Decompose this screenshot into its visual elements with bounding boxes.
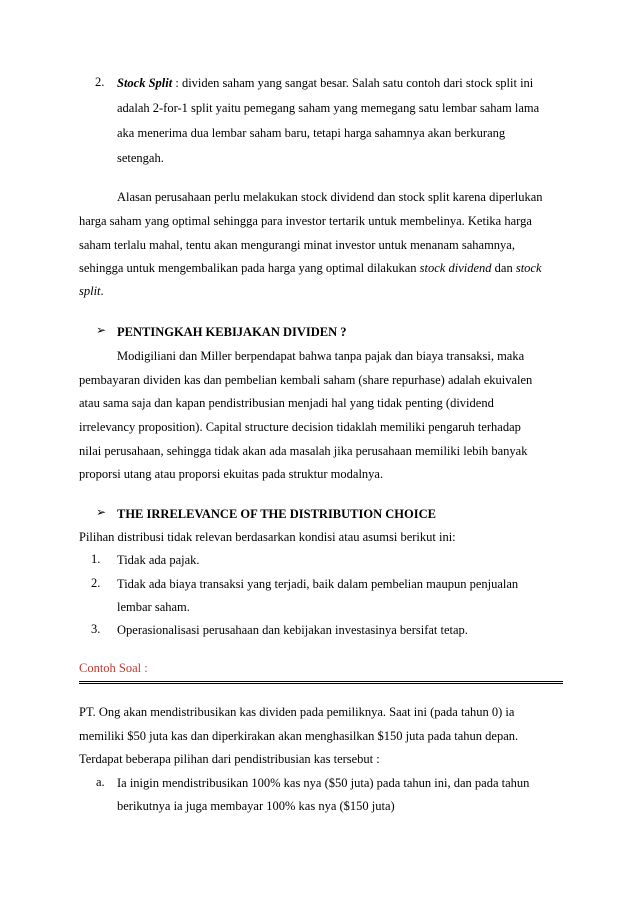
section1-line-4: irrelevancy proposition). Capital structure decision tidaklah memiliki pengaruh terhadap <box>79 420 521 434</box>
list-number: 2. <box>95 75 105 89</box>
list-number: 2. <box>91 576 101 590</box>
example-line-3: Terdapat beberapa pilihan dari pendistribusian kas tersebut : <box>79 752 380 766</box>
arrow-bullet-icon: ➢ <box>96 323 107 337</box>
stock-split-line-2: adalah 2-for-1 split yaitu pemegang saham yang memegang satu lembar saham lama <box>117 101 540 115</box>
example-line-1: PT. Ong akan mendistribusikan kas dividen pada pemiliknya. Saat ini (pada tahun 0) ia <box>79 705 515 719</box>
list-letter: a. <box>96 775 105 789</box>
italic-term: split <box>79 284 101 298</box>
example-label: Contoh Soal : <box>79 661 148 675</box>
section1-line-2: pembayaran dividen kas dan pembelian kembali saham (share repurhase) adalah ekuivalen <box>79 373 533 387</box>
section-heading: PENTINGKAH KEBIJAKAN DIVIDEN ? <box>117 325 347 339</box>
list-item-continuation: lembar saham. <box>117 600 190 614</box>
reason-text: dan <box>491 261 516 275</box>
reason-line-5 <box>79 283 104 299</box>
italic-term: stock <box>515 261 542 275</box>
stock-split-line-3: aka menerima dua lembar saham baru, tetapi harga sahamnya akan berkurang <box>117 126 506 140</box>
reason-text: . <box>100 284 104 298</box>
arrow-bullet-icon: ➢ <box>96 505 107 519</box>
reason-text: sehingga untuk mengembalikan pada harga yang optimal dilakukan <box>79 261 420 275</box>
stock-split-line-1 <box>117 75 533 91</box>
stock-split-definition: : dividen saham yang sangat besar. Salah satu contoh dari stock split ini <box>172 76 534 90</box>
example-item-a-line-2: berikutnya ia juga membayar 100% kas nya ($150 juta) <box>117 799 395 813</box>
stock-split-line-4: setengah. <box>117 151 164 165</box>
divider <box>79 681 563 684</box>
stock-split-term: Stock Split <box>117 76 173 90</box>
list-number: 1. <box>91 552 101 566</box>
example-item-a-line-1: Ia inigin mendistribusikan 100% kas nya ($50 juta) pada tahun ini, dan pada tahun <box>117 776 530 790</box>
reason-line-4 <box>79 260 542 276</box>
reason-line-2: harga saham yang optimal sehingga para investor tertarik untuk membelinya. Ketika harga <box>79 214 532 228</box>
section1-line-1: Modigiliani dan Miller berpendapat bahwa tanpa pajak dan biaya transaksi, maka <box>117 349 525 363</box>
reason-line-1: Alasan perusahaan perlu melakukan stock dividend dan stock split karena diperlukan <box>117 190 543 204</box>
section-heading: THE IRRELEVANCE OF THE DISTRIBUTION CHOICE <box>117 507 436 521</box>
section1-line-3: atau sama saja dan kapan pendistribusian menjadi hal yang tidak penting (dividend <box>79 396 494 410</box>
section2-intro: Pilihan distribusi tidak relevan berdasarkan kondisi atau asumsi berikut ini: <box>79 530 456 544</box>
italic-term: stock dividend <box>419 261 492 275</box>
section1-line-5: nilai perusahaan, sehingga tidak akan ada masalah jika perusahaan memiliki lebih banyak <box>79 444 528 458</box>
list-item: Tidak ada pajak. <box>117 553 200 567</box>
reason-line-3: saham terlalu mahal, tentu akan mengurangi minat investor untuk menanam sahamnya, <box>79 238 515 252</box>
section1-line-6: proporsi utang atau proporsi ekuitas pada struktur modalnya. <box>79 467 384 481</box>
list-number: 3. <box>91 622 101 636</box>
list-item: Tidak ada biaya transaksi yang terjadi, baik dalam pembelian maupun penjualan <box>117 577 519 591</box>
example-line-2: memiliki $50 juta kas dan diperkirakan akan menghasilkan $150 juta pada tahun depan. <box>79 729 519 743</box>
list-item: Operasionalisasi perusahaan dan kebijakan investasinya bersifat tetap. <box>117 623 468 637</box>
